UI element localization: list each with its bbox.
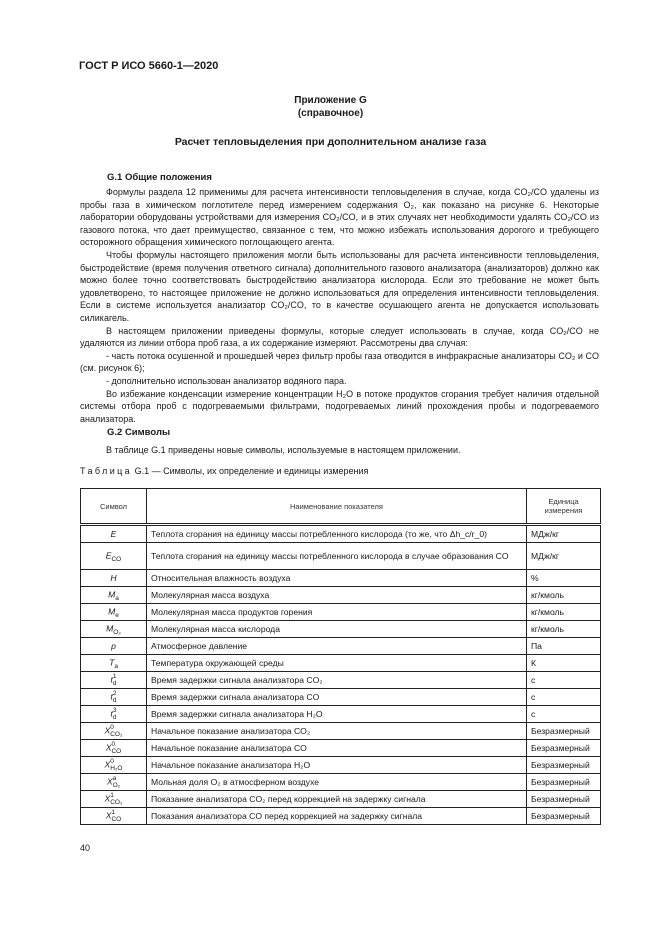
table-caption — [80, 466, 368, 476]
name-cell: Атмосферное давление — [147, 638, 527, 655]
table-row — [81, 740, 601, 757]
header-unit: Единица измерения — [527, 489, 601, 525]
symbol-cell: E CO — [81, 543, 147, 570]
symbol-cell: X 0 CO₂ — [81, 723, 147, 740]
name-cell: Время задержки сигнала анализатора H₂O — [147, 706, 527, 723]
name-cell: Начальное показание анализатора CO — [147, 740, 527, 757]
unit-cell: кг/кмоль — [527, 587, 601, 604]
symbol-cell: p — [81, 638, 147, 655]
name-cell: Мольная доля O₂ в атмосферном воздухе — [147, 774, 527, 791]
name-cell: Показание анализатора CO₂ перед коррекцией на задержку сигнала — [147, 791, 527, 808]
unit-cell: МДж/кг — [527, 525, 601, 543]
table-row — [81, 774, 601, 791]
name-cell: Время задержки сигнала анализатора CO — [147, 689, 527, 706]
symbol-cell: H — [81, 570, 147, 587]
table-header-row — [81, 489, 601, 525]
table-row — [81, 655, 601, 672]
unit-cell: с — [527, 706, 601, 723]
unit-cell: Безразмерный — [527, 791, 601, 808]
name-cell: Относительная влажность воздуха — [147, 570, 527, 587]
table-row — [81, 757, 601, 774]
symbols-table — [80, 488, 601, 825]
symbol-cell: t 3 d — [81, 706, 147, 723]
symbol-cell: M e — [81, 604, 147, 621]
unit-cell: кг/кмоль — [527, 621, 601, 638]
appendix-heading — [0, 94, 661, 120]
table-caption-text: G.1 — Символы, их определение и единицы измерения — [132, 466, 369, 476]
list-item: - дополнительно использован анализатор водяного пара. — [106, 375, 347, 386]
unit-cell: Безразмерный — [527, 723, 601, 740]
section-g1-heading: G.1 Общие положения — [107, 172, 212, 183]
table-row — [81, 791, 601, 808]
header-name: Наименование показателя — [147, 489, 527, 525]
paragraph: В таблице G.1 приведены новые символы, используемые в настоящем приложении. — [106, 445, 461, 455]
document-header: ГОСТ Р ИСО 5660-1—2020 — [79, 60, 219, 72]
unit-cell: Безразмерный — [527, 757, 601, 774]
name-cell: Показания анализатора CO перед коррекцией на задержку сигнала — [147, 808, 527, 825]
unit-cell: с — [527, 672, 601, 689]
unit-cell: К — [527, 655, 601, 672]
table-row — [81, 525, 601, 543]
table-row — [81, 808, 601, 825]
symbol-cell: X 0 H₂O — [81, 757, 147, 774]
unit-cell: Безразмерный — [527, 740, 601, 757]
table-row — [81, 570, 601, 587]
section-g1-body — [80, 186, 599, 425]
unit-cell: кг/кмоль — [527, 604, 601, 621]
main-title: Расчет тепловыделения при дополнительном анализе газа — [174, 136, 487, 148]
unit-cell: % — [527, 570, 601, 587]
name-cell: Теплота сгорания на единицу массы потребленного кислорода в случае образования CO — [147, 543, 527, 570]
symbol-cell: X 1 CO — [81, 808, 147, 825]
table-row — [81, 672, 601, 689]
section-g2-heading: G.2 Символы — [107, 427, 171, 438]
table-row — [81, 706, 601, 723]
name-cell: Молекулярная масса кислорода — [147, 621, 527, 638]
appendix-subtitle: (справочное) — [297, 108, 364, 119]
name-cell: Начальное показание анализатора CO₂ — [147, 723, 527, 740]
symbol-cell: t 1 d — [81, 672, 147, 689]
unit-cell: Безразмерный — [527, 774, 601, 791]
name-cell: Температура окружающей среды — [147, 655, 527, 672]
table-row — [81, 543, 601, 570]
table-caption-prefix: Таблица — [80, 466, 133, 476]
paragraph: Чтобы формулы настоящего приложения могли быть использованы для расчета интенсивности тепловыделения, быстродействие (время получения ответного сигнала) дополнительного газового анализатора (анализаторов) должно как можно более точно соответствовать быстродействию анализатора кислорода. Если это требование не может быть удовлетворено, то настоящее приложение не должно использоваться для определения интенсивности тепловыделения. Если в системе используется анализатор CO₂/CO, то в качестве осушающего агента не допускается использовать силикагель. — [80, 249, 599, 323]
list-item: - часть потока осушенной и прошедшей через фильтр пробы газа отводится в инфракрасные анализаторы CO₂ и CO (см. рисунок 6); — [80, 350, 599, 374]
name-cell: Время задержки сигнала анализатора CO₂ — [147, 672, 527, 689]
symbol-cell: X a O₂ — [81, 774, 147, 791]
unit-cell: Па — [527, 638, 601, 655]
table-row — [81, 689, 601, 706]
table-row — [81, 723, 601, 740]
paragraph: Формулы раздела 12 применимы для расчета интенсивности тепловыделения в случае, когда CO₂/CO удалены из пробы газа в химическом поглотителе перед измерением содержания O₂, как показано на рисунке 6. Некоторые лаборатории оборудованы устройствами для измерения CO₂/CO, и в этих случаях нет необходимости удалять CO₂/CO из газового потока, что дает преимущество, связанное с тем, что можно избежать использования дорогого и требующего осторожного обращения химического поглощающего агента. — [80, 187, 599, 248]
table-row — [81, 587, 601, 604]
symbol-cell: X 1 CO₂ — [81, 791, 147, 808]
symbol-cell: E — [81, 525, 147, 543]
name-cell: Молекулярная масса продуктов горения — [147, 604, 527, 621]
header-symbol: Символ — [81, 489, 147, 525]
appendix-title: Приложение G — [294, 95, 367, 106]
table-row — [81, 638, 601, 655]
section-g2-body — [80, 444, 599, 457]
paragraph: Во избежание конденсации измерение концентрации H₂O в потоке продуктов сгорания требует наличия отдельной системы отбора проб с подогреваемыми фильтрами, подогреваемых линий прохождения пробы и подогреваемого анализатора. — [80, 388, 599, 424]
symbol-cell: X 0 CO — [81, 740, 147, 757]
symbol-cell: M a — [81, 587, 147, 604]
symbol-cell: M O₂ — [81, 621, 147, 638]
name-cell: Молекулярная масса воздуха — [147, 587, 527, 604]
symbol-cell: t 2 d — [81, 689, 147, 706]
page-number: 40 — [80, 843, 91, 853]
name-cell: Начальное показание анализатора H₂O — [147, 757, 527, 774]
unit-cell: МДж/кг — [527, 543, 601, 570]
paragraph: В настоящем приложении приведены формулы, которые следует использовать в случае, когда CO₂/CO не удаляются из линии отбора проб газа, а их содержание измеряют. Рассмотрены два случая: — [80, 325, 599, 349]
unit-cell: Безразмерный — [527, 808, 601, 825]
name-cell: Теплота сгорания на единицу массы потребленного кислорода (то же, что Δh_c/r_0) — [147, 525, 527, 543]
table-row — [81, 604, 601, 621]
symbol-cell: T a — [81, 655, 147, 672]
unit-cell: с — [527, 689, 601, 706]
table-row — [81, 621, 601, 638]
